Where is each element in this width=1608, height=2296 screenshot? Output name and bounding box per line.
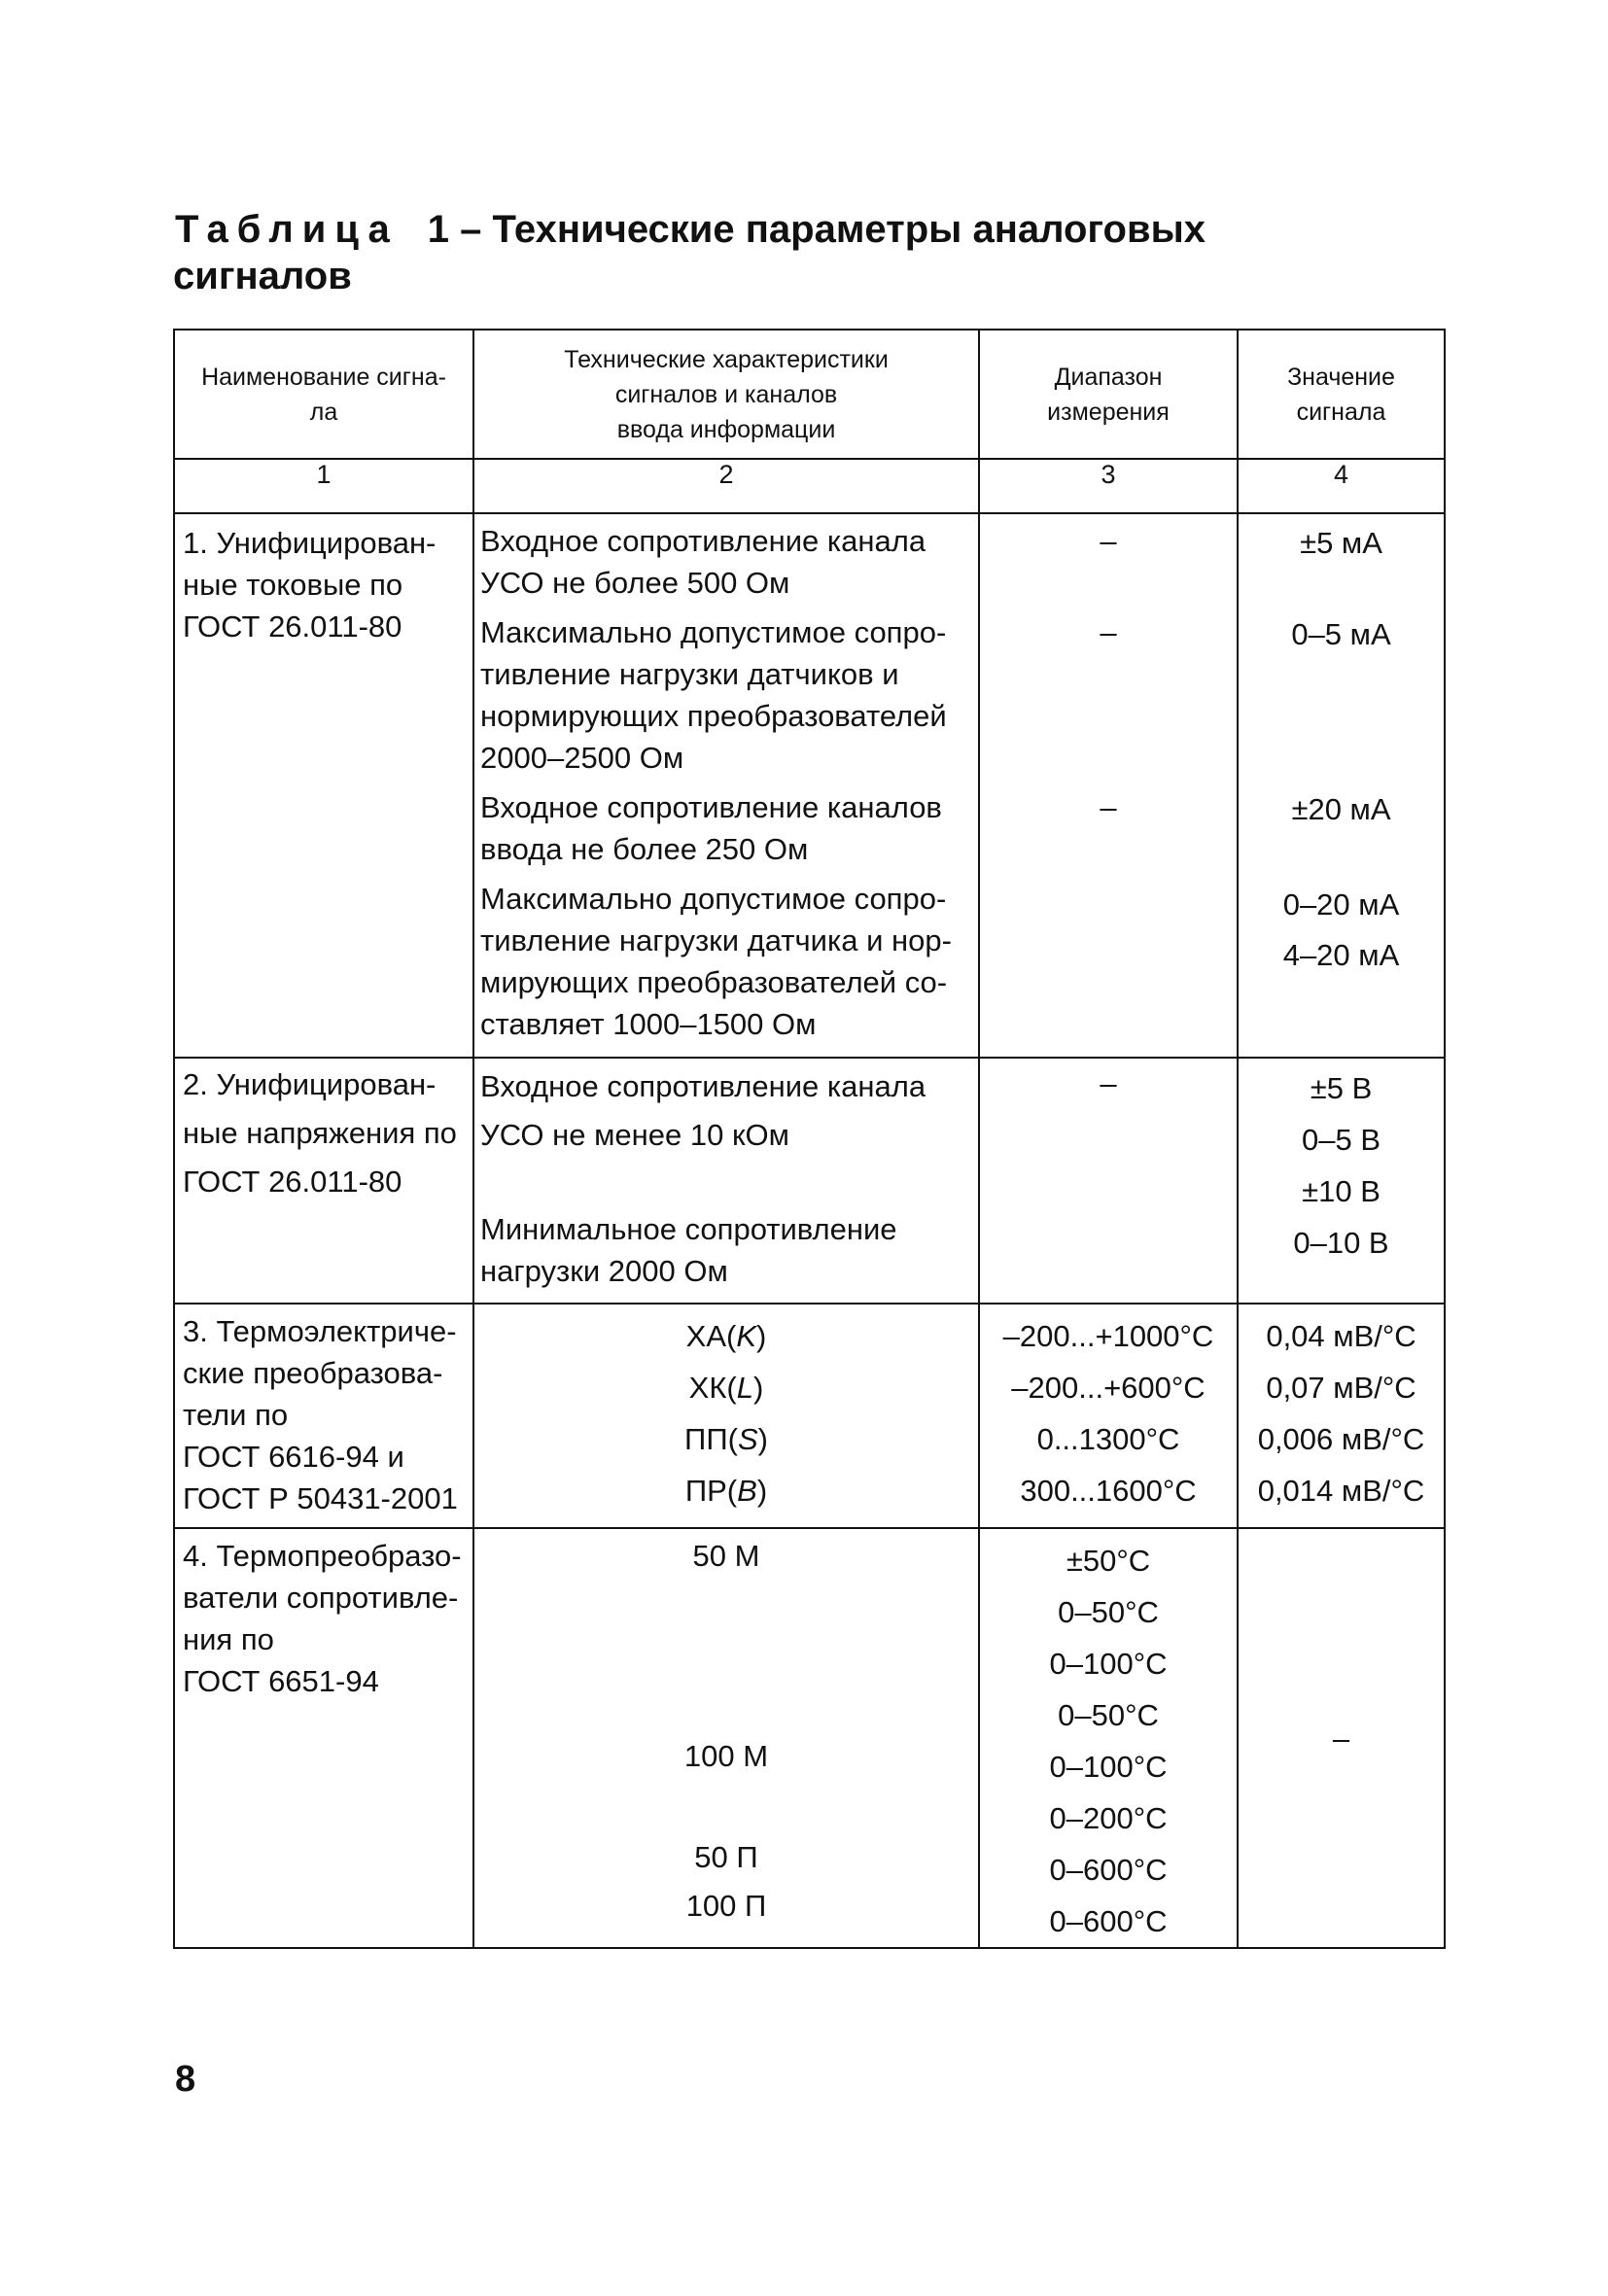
range-value: 0...1300°С xyxy=(1036,1422,1180,1456)
type-bracket: ) xyxy=(757,1422,768,1456)
characteristic-text: Входное сопротивление канала УСО не менее 10 кОм xyxy=(480,1069,926,1152)
range-value: 0–600°С xyxy=(1049,1853,1168,1887)
characteristic-text: Входное сопротивление канала УСО не более 500 Ом xyxy=(480,524,926,600)
table-row xyxy=(174,513,1445,1058)
range-value: 0–100°С xyxy=(1049,1647,1168,1681)
thermocouple-type xyxy=(480,1465,972,1516)
range-cell xyxy=(979,1528,1238,1948)
signal-value: – xyxy=(1332,1721,1350,1756)
characteristics-cell xyxy=(473,513,979,1058)
type-letter: K xyxy=(736,1319,757,1353)
signals-table xyxy=(173,329,1446,1949)
range-value: 0–50°С xyxy=(1058,1595,1159,1629)
signal-value-cell xyxy=(1238,1528,1445,1948)
signal-name-cell xyxy=(174,1304,473,1528)
table-header-row xyxy=(174,330,1445,459)
table-caption xyxy=(175,206,1458,299)
range-value: 0–50°С xyxy=(1058,1698,1159,1732)
range-value: –200...+1000°С xyxy=(1002,1319,1214,1353)
type-code: ХК( xyxy=(688,1371,737,1405)
signal-name: 1. Унифицирован- ные токовые по ГОСТ 26.011-80 xyxy=(183,526,437,644)
signal-value: 0,006 мВ/°С xyxy=(1257,1422,1425,1456)
type-code: ПП( xyxy=(684,1422,738,1456)
column-number: 2 xyxy=(473,459,979,513)
column-number: 3 xyxy=(979,459,1238,513)
header-characteristics: Технические характеристики сигналов и каналов ввода информации xyxy=(473,330,979,459)
sensor-type: 50 М xyxy=(692,1539,760,1573)
range-cell xyxy=(979,513,1238,1058)
type-bracket: ) xyxy=(752,1371,764,1405)
header-value: Значение сигнала xyxy=(1238,330,1445,459)
range-value: – xyxy=(1100,790,1117,824)
range-value: – xyxy=(1100,615,1117,649)
range-value: 0–100°С xyxy=(1049,1750,1168,1784)
signal-value-cell xyxy=(1238,1304,1445,1528)
characteristics-cell xyxy=(473,1058,979,1304)
signal-value: ±10 В xyxy=(1302,1174,1381,1208)
range-value: – xyxy=(1100,524,1117,558)
signal-value: 0–5 В xyxy=(1301,1123,1381,1157)
type-bracket: ) xyxy=(756,1319,767,1353)
range-cell xyxy=(979,1058,1238,1304)
signal-value: 0,07 мВ/°С xyxy=(1266,1371,1416,1405)
column-number-row xyxy=(174,459,1445,513)
signal-value-cell xyxy=(1238,513,1445,1058)
range-value: –200...+600°С xyxy=(1011,1371,1206,1405)
characteristic-text: Входное сопротивление каналов ввода не более 250 Ом xyxy=(480,790,942,866)
sensor-type: 100 П xyxy=(685,1889,767,1923)
range-value: ±50°С xyxy=(1066,1544,1151,1578)
signal-value: 0,04 мВ/°С xyxy=(1266,1319,1416,1353)
signal-name-cell xyxy=(174,1058,473,1304)
range-value: – xyxy=(1100,1066,1117,1100)
signal-value-cell xyxy=(1238,1058,1445,1304)
signal-value: 0–10 В xyxy=(1293,1226,1389,1260)
signal-name-cell xyxy=(174,513,473,1058)
table-row xyxy=(174,1304,1445,1528)
signal-value: 0–5 мА xyxy=(1291,617,1391,651)
characteristics-cell xyxy=(473,1528,979,1948)
type-code: ХА( xyxy=(685,1319,737,1353)
signal-value: 0,014 мВ/°С xyxy=(1257,1474,1425,1508)
table-row xyxy=(174,1528,1445,1948)
signal-value: ±5 мА xyxy=(1300,526,1382,560)
table-caption-label: Таблица xyxy=(175,208,399,251)
thermocouple-type xyxy=(480,1413,972,1465)
range-value: 0–200°С xyxy=(1049,1801,1168,1835)
type-letter: L xyxy=(736,1371,753,1405)
signal-value: ±20 мА xyxy=(1291,792,1391,826)
type-letter: B xyxy=(737,1474,757,1508)
page-number: 8 xyxy=(175,2059,196,2100)
signal-name-cell xyxy=(174,1528,473,1948)
characteristic-text: Максимально допустимое сопро- тивление нагрузки датчика и нор- мирующих преобразователей со- ставляет 1000–1500 Ом xyxy=(480,882,952,1041)
type-bracket: ) xyxy=(756,1474,768,1508)
table-caption-text: 1 – Технические параметры аналоговых xyxy=(427,208,1206,251)
type-letter: S xyxy=(737,1422,758,1456)
signal-value: 0–20 мА 4–20 мА xyxy=(1282,887,1400,972)
header-signal-name: Наименование сигна- ла xyxy=(174,330,473,459)
table-row xyxy=(174,1058,1445,1304)
range-cell xyxy=(979,1304,1238,1528)
header-range: Диапазон измерения xyxy=(979,330,1238,459)
range-value: 300...1600°С xyxy=(1020,1474,1197,1508)
type-code: ПР( xyxy=(684,1474,738,1508)
sensor-type: 50 П xyxy=(694,1840,758,1874)
characteristics-cell xyxy=(473,1304,979,1528)
column-number: 4 xyxy=(1238,459,1445,513)
column-number: 1 xyxy=(174,459,473,513)
signal-value: ±5 В xyxy=(1310,1071,1373,1105)
thermocouple-type xyxy=(480,1362,972,1413)
thermocouple-type xyxy=(480,1310,972,1362)
signal-name: 3. Термоэлектриче- ские преобразова- тели по ГОСТ 6616-94 и ГОСТ Р 50431-2001 xyxy=(183,1314,458,1515)
sensor-type: 100 М xyxy=(683,1739,769,1773)
range-value: 0–600°С xyxy=(1049,1904,1168,1938)
signal-name: 2. Унифицирован- ные напряжения по ГОСТ 26.011-80 xyxy=(183,1067,457,1199)
signal-name: 4. Термопреобразо- ватели сопротивле- ния по ГОСТ 6651-94 xyxy=(183,1539,462,1698)
characteristic-text: Максимально допустимое сопро- тивление нагрузки датчиков и нормирующих преобразователей 2000–2500 Ом xyxy=(480,615,947,775)
table-caption-line2: сигналов xyxy=(173,255,352,297)
characteristic-text: Минимальное сопротивление нагрузки 2000 Ом xyxy=(480,1212,897,1288)
